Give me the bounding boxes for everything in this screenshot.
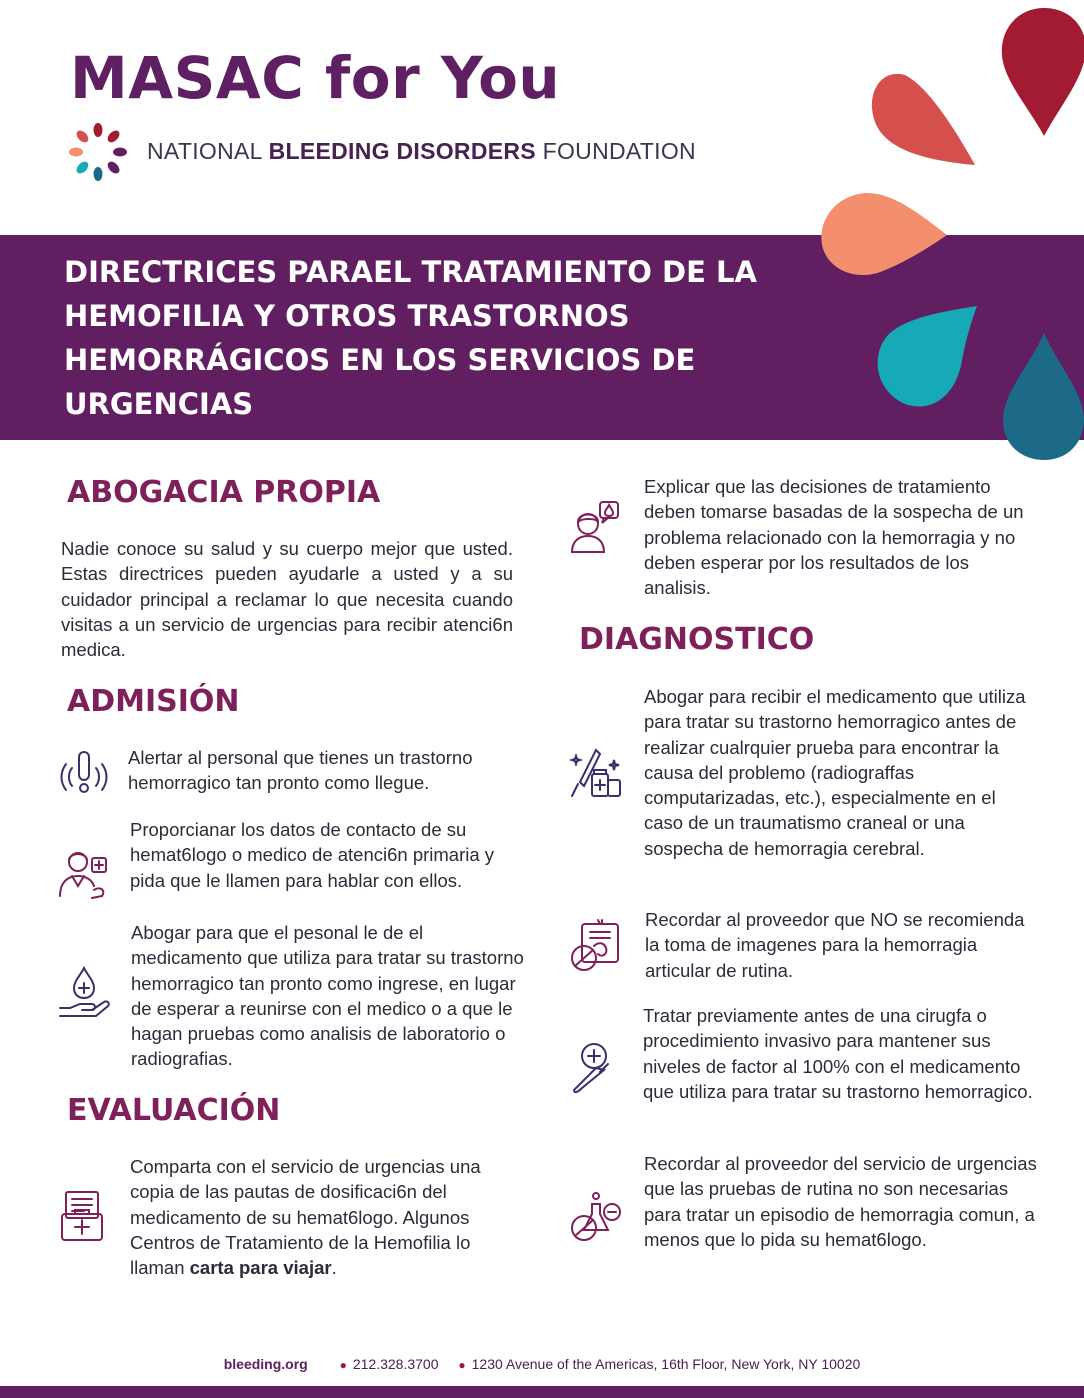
footer-bar xyxy=(0,1386,1084,1398)
decorative-drops-icon xyxy=(800,0,1084,470)
drop-bullet-icon: ● xyxy=(339,1358,347,1372)
medication-vial-icon xyxy=(568,746,624,802)
hand-drop-icon xyxy=(56,966,112,1022)
heading-evaluacion: EVALUACIÓN xyxy=(67,1093,281,1128)
document-title: DIRECTRICES PARAEL TRATAMIENTO DE LA HEMOFILIA Y OTROS TRASTORNOS HEMORRÁGICOS EN LOS SERVICIOS DE URGENCIAS xyxy=(64,255,757,421)
admision-item-1: Alertar al personal que tienes un trastorno hemorragico tan pronto como llegue. xyxy=(128,747,473,794)
footer xyxy=(0,1356,1084,1372)
admision-item-2: Proporcianar los datos de contacto de su hemat6logo o medico de atenci6n primaria y pida que le llamen para hablar con ellos. xyxy=(130,819,495,891)
doctor-contact-icon xyxy=(56,846,112,902)
diagnostico-item-4: Recordar al proveedor del servicio de urgencias que las pruebas de rutina no son necesarias para tratar un episodio de hemorragia comun, a menos que lo pida su hemat6logo. xyxy=(644,1153,1037,1250)
scalpel-cross-icon xyxy=(568,1040,624,1096)
brand-title: MASAC for You xyxy=(70,44,561,112)
address: 1230 Avenue of the Americas, 16th Floor, New York, NY 10020 xyxy=(471,1356,861,1372)
heading-abogacia: ABOGACIA PROPIA xyxy=(67,475,381,510)
heading-admision: ADMISIÓN xyxy=(67,684,240,719)
admision-item-3: Abogar para que el pesonal le de el medicamento que utiliza para tratar su trastorno hemorragico tan pronto como ingrese, en lugar de esperar a reunirse con el medico o a que le hagan pruebas como analisis de laboratorio o radiografias. xyxy=(131,922,524,1070)
drop-bullet-icon: ● xyxy=(458,1358,466,1372)
evaluacion-paragraph: Comparta con el servicio de urgencias una copia de las pautas de dosificaci6n del medicamento de su hemat6logo. Algunos Centros de Tratamiento de la Hemofilia lo llaman carta para viajar. xyxy=(130,1156,481,1279)
diagnostico-item-2: Recordar al proveedor que NO se recomienda la toma de imagenes para la hemorragia articular de rutina. xyxy=(645,909,1025,981)
nbdf-logo-icon xyxy=(66,120,130,184)
no-imaging-icon xyxy=(568,918,624,974)
no-lab-tests-icon xyxy=(568,1190,624,1246)
diagnostico-item-3: Tratar previamente antes de una cirugfa o procedimiento invasivo para mantener sus niveles de factor al 100% con el medicamento que utiliza para tratar su trastorno hemorragico. xyxy=(643,1005,1033,1102)
patient-blood-thought-icon xyxy=(566,500,622,556)
alert-signal-icon xyxy=(56,748,112,804)
website-link[interactable]: bleeding.org xyxy=(223,1356,308,1372)
explicar-paragraph: Explicar que las decisiones de tratamiento deben tomarse basadas de la sospecha de un problema relacionado con la hemorragia y no deben esperar por los resultados de los analisis. xyxy=(644,476,1024,599)
diagnostico-item-1: Abogar para recibir el medicamento que utiliza para tratar su trastorno hemorragico antes de realizar cualrquier prueba para encontrar la causa del problemo (radiograffas computarizadas, etc.), especialmente en el caso de un traumatismo craneal or una sospecha de hemorragia cerebral. xyxy=(644,686,1026,859)
phone-number: 212.328.3700 xyxy=(352,1356,439,1372)
medical-document-icon xyxy=(56,1188,112,1244)
foundation-name: NATIONAL BLEEDING DISORDERS FOUNDATION xyxy=(147,138,696,164)
heading-diagnostico: DIAGNOSTICO xyxy=(579,622,815,657)
abogacia-paragraph: Nadie conoce su salud y su cuerpo mejor que usted. Estas directrices pueden ayudarle a usted y a su cuidador principal a reclamar lo que necesita cuando visitas a un servicio de urgencias para recibir atenci6n medica. xyxy=(61,538,513,661)
